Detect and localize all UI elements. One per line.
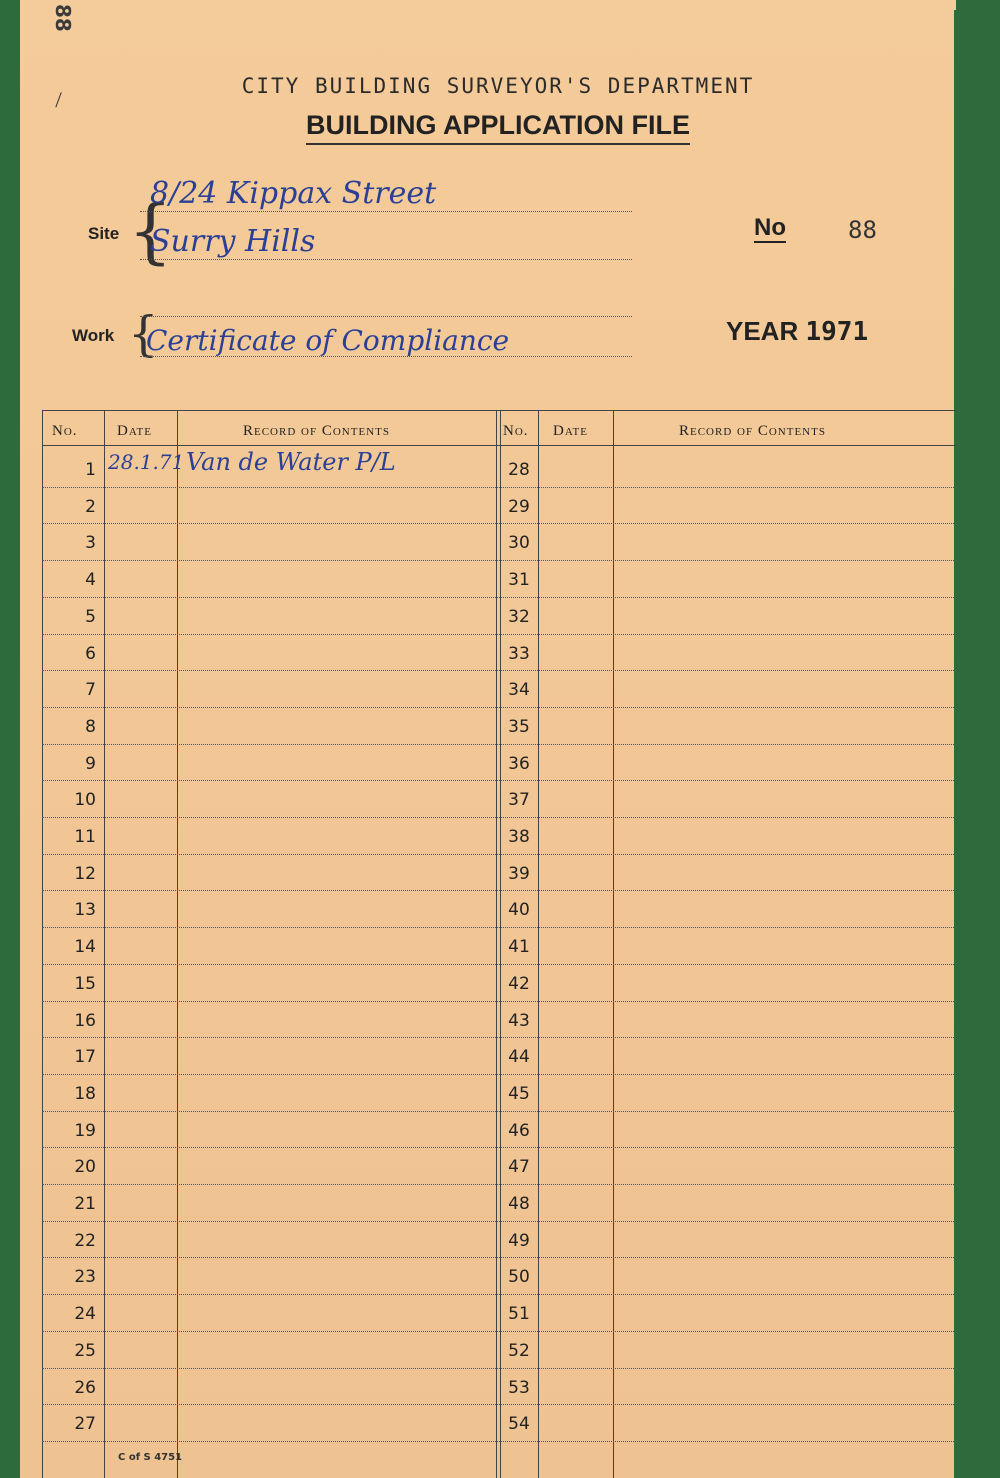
row-number-right: 40 (508, 900, 530, 921)
row-rule (42, 1441, 956, 1442)
row-rule (42, 780, 956, 781)
row-rule (42, 634, 956, 635)
header-date-right: Date (553, 423, 588, 439)
row-number-left: 19 (74, 1120, 96, 1141)
row-number-right: 46 (508, 1120, 530, 1141)
row-rule (42, 1001, 956, 1002)
row-number-right: 53 (508, 1377, 530, 1398)
table-divider-date-record-right (613, 410, 614, 1478)
table-divider-no-date-left (104, 410, 105, 1478)
left-binding-strip (0, 0, 22, 1478)
row-number-right: 45 (508, 1083, 530, 1104)
row-number-left: 10 (74, 790, 96, 811)
row-number-right: 49 (508, 1230, 530, 1251)
row-number-right: 28 (508, 460, 530, 480)
table-divider-date-record-left (177, 410, 178, 1478)
corner-file-mark: 88 (51, 4, 75, 32)
row-rule (42, 1037, 956, 1038)
work-label: Work (72, 326, 115, 345)
row-number-left: 4 (85, 570, 96, 591)
row-number-right: 36 (508, 753, 530, 774)
row-rule (42, 1294, 956, 1295)
header-record-right: Record of Contents (679, 423, 826, 439)
row-rule (42, 854, 956, 855)
work-brace-icon: { (128, 306, 159, 362)
right-binding-strip (954, 10, 1000, 1478)
row-number-left: 11 (74, 827, 96, 847)
row-number-right: 54 (508, 1414, 530, 1435)
file-title (0, 110, 996, 141)
row-number-left: 18 (74, 1083, 96, 1104)
year-label: YEAR (726, 316, 799, 346)
row-rule (42, 1074, 956, 1075)
table-left-border (42, 410, 43, 1478)
table-center-divider-a (496, 410, 497, 1478)
year-field (726, 316, 868, 347)
row-number-left: 5 (85, 606, 96, 627)
row-number-right: 29 (508, 496, 530, 517)
table-divider-no-date-right (538, 410, 539, 1478)
row-number-right: 44 (508, 1047, 530, 1068)
row-number-left: 20 (74, 1157, 96, 1178)
form-code: C of S 4751 (118, 1452, 183, 1463)
row-number-left: 13 (74, 900, 96, 921)
row-rule (42, 1147, 956, 1148)
row-number-right: 30 (508, 533, 530, 554)
row-number-right: 35 (508, 716, 530, 737)
row-number-right: 43 (508, 1010, 530, 1031)
site-brace-icon: { (128, 190, 173, 272)
site-address-line-1: 8/24 Kippax Street (150, 176, 437, 211)
year-value: 1971 (805, 317, 869, 347)
row-rule (42, 1368, 956, 1369)
header-no-left: No. (52, 423, 78, 439)
department-heading: CITY BUILDING SURVEYOR'S DEPARTMENT (241, 74, 755, 98)
row-number-right: 41 (508, 937, 530, 958)
row-number-right: 31 (508, 570, 530, 591)
row-rule (42, 487, 956, 488)
site-label: Site (88, 224, 120, 243)
row-rule (42, 670, 956, 671)
row-number-left: 25 (74, 1340, 96, 1361)
row-number-left: 24 (74, 1304, 96, 1325)
row-number-left: 8 (85, 716, 96, 737)
row-number-left: 23 (74, 1267, 96, 1288)
row-number-right: 50 (508, 1267, 530, 1288)
row-number-left: 6 (85, 643, 96, 664)
row-number-right: 47 (508, 1157, 530, 1178)
row-rule (42, 744, 956, 745)
row-number-right: 51 (508, 1304, 530, 1325)
row-number-right: 52 (508, 1340, 530, 1361)
row-number-left: 12 (74, 863, 96, 884)
row-rule (42, 523, 956, 524)
row-number-right: 42 (508, 973, 530, 994)
row-number-left: 7 (85, 680, 96, 701)
table-top-rule (42, 410, 956, 411)
site-line-2 (140, 259, 632, 260)
work-description: Certificate of Compliance (146, 324, 510, 357)
row-number-left: 9 (85, 753, 96, 774)
header-record-left: Record of Contents (243, 423, 390, 439)
row-number-left: 17 (74, 1047, 96, 1068)
row-number-right: 39 (508, 863, 530, 884)
row-number-left: 15 (74, 973, 96, 994)
entry-record: Van de Water P/L (186, 448, 396, 476)
row-rule (42, 707, 956, 708)
row-rule (42, 890, 956, 891)
row-number-left: 2 (85, 496, 96, 517)
row-number-right: 33 (508, 643, 530, 664)
entry-date: 28.1.71 (108, 450, 185, 474)
row-number-left: 26 (74, 1377, 96, 1398)
row-rule (42, 560, 956, 561)
header-no-right: No. (503, 423, 529, 439)
row-number-right: 34 (508, 680, 530, 701)
row-rule (42, 1184, 956, 1185)
row-rule (42, 597, 956, 598)
file-number-value: 88 (848, 216, 877, 244)
row-number-right: 32 (508, 606, 530, 627)
row-number-right: 48 (508, 1194, 530, 1214)
file-title-text: BUILDING APPLICATION FILE (306, 110, 690, 145)
file-number-label-text: No (754, 214, 786, 241)
row-rule (42, 817, 956, 818)
site-line-1 (140, 211, 632, 212)
table-header-rule (42, 445, 956, 446)
row-rule (42, 1221, 956, 1222)
row-number-left: 3 (85, 533, 96, 554)
row-rule (42, 1111, 956, 1112)
row-rule (42, 1404, 956, 1405)
row-rule (42, 1331, 956, 1332)
file-number-label (754, 214, 786, 242)
row-number-left: 21 (74, 1194, 96, 1214)
row-number-left: 27 (74, 1414, 96, 1435)
work-line-1 (140, 316, 632, 317)
row-number-left: 14 (74, 937, 96, 958)
row-number-left: 22 (74, 1230, 96, 1251)
row-rule (42, 927, 956, 928)
row-rule (42, 1257, 956, 1258)
site-address-line-2: Surry Hills (150, 224, 316, 259)
row-rule (42, 964, 956, 965)
row-number-left: 16 (74, 1010, 96, 1031)
row-number-left: 1 (85, 460, 96, 480)
header-date-left: Date (117, 423, 152, 439)
row-number-right: 38 (508, 827, 530, 847)
row-number-right: 37 (508, 790, 530, 811)
